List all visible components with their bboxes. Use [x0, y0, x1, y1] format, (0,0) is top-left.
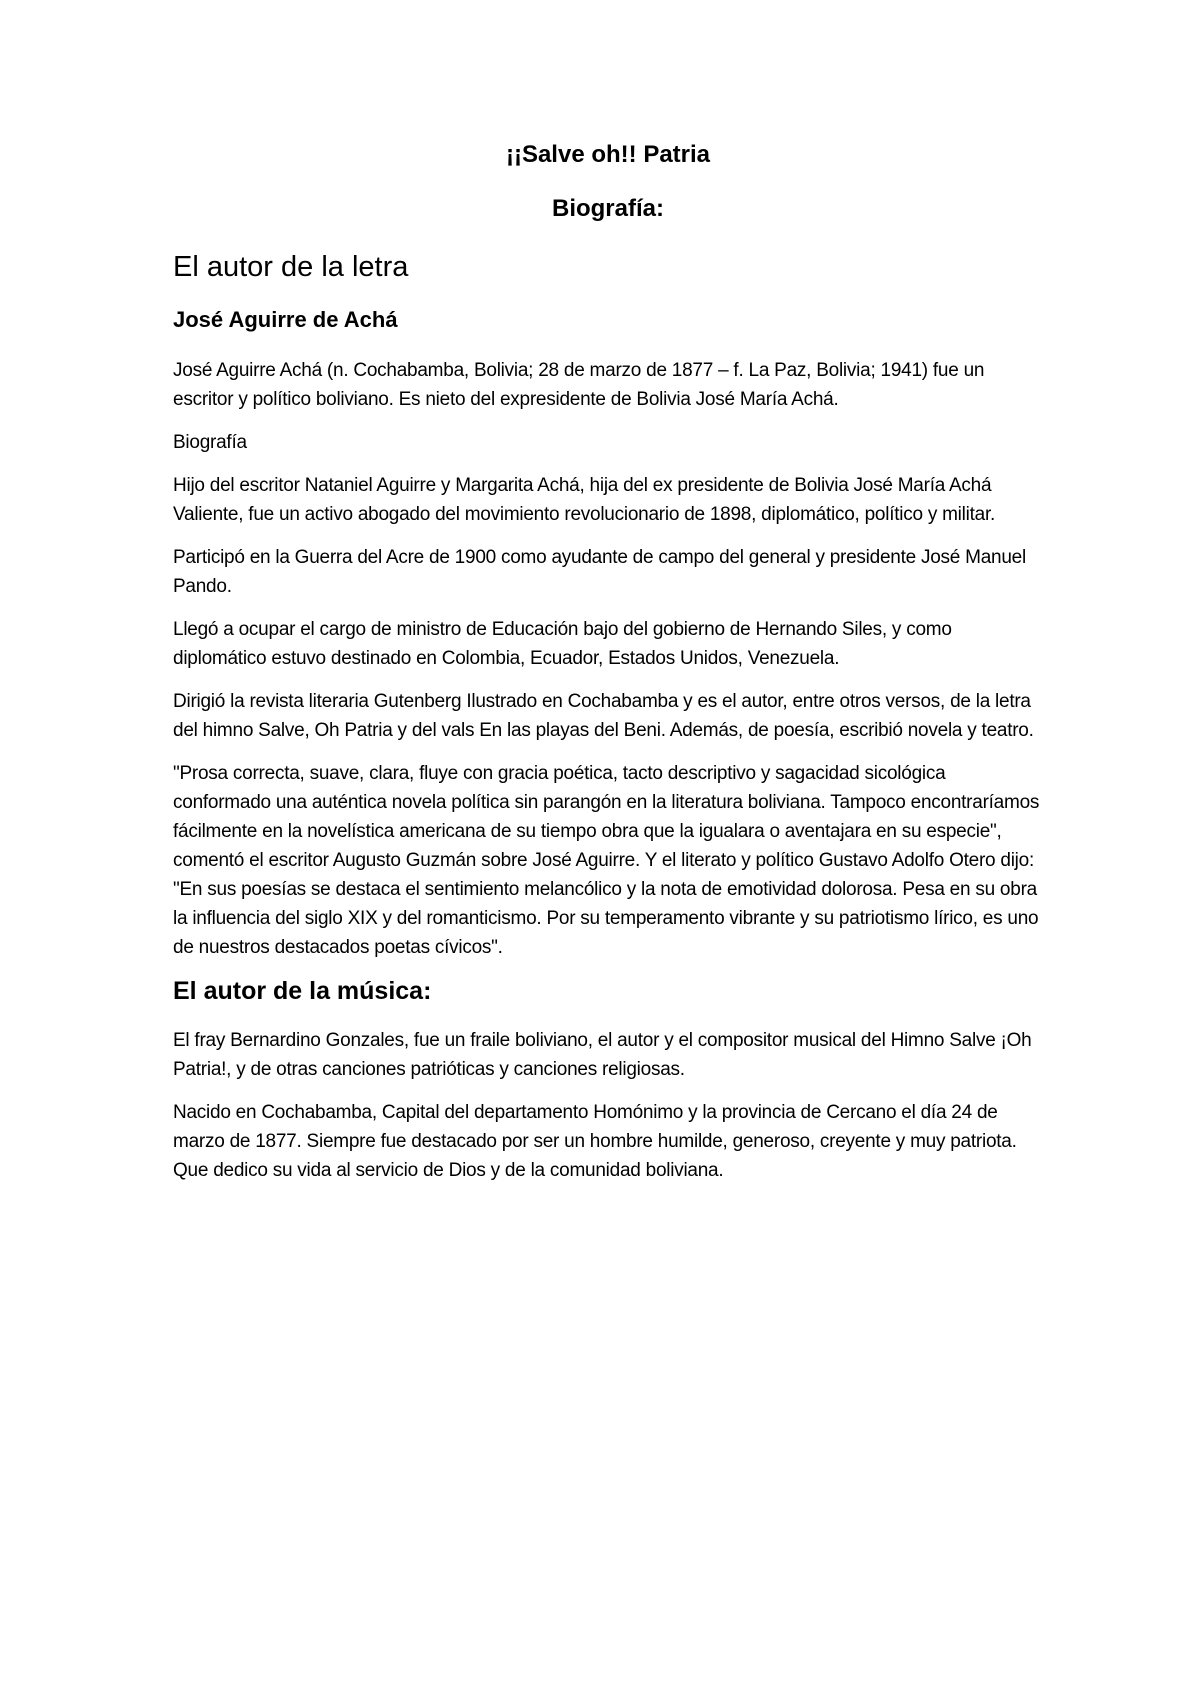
- document-body: [173, 140, 1043, 1199]
- biography-paragraph: Dirigió la revista literaria Gutenberg Ilustrado en Cochabamba y es el autor, entre otros versos, de la letra del himno Salve, Oh Patria y del vals En las playas del Beni. Además, de poesía, escribió novela y teatro.: [173, 691, 1034, 741]
- biography-paragraph: Hijo del escritor Nataniel Aguirre y Margarita Achá, hija del ex presidente de Bolivia José María Achá Valiente, fue un activo abogado del movimiento revolucionario de 1898, diplomático, político y militar.: [173, 475, 995, 525]
- biography-paragraph: "Prosa correcta, suave, clara, fluye con gracia poética, tacto descriptivo y sagacidad sicológica conformado una auténtica novela política sin parangón en la literatura boliviana. Tampoco encontraríamos fácilmente en la novelística americana de su tiempo obra que la igualara o aventajara en su especie", comentó el escritor Augusto Guzmán sobre José Aguirre. Y el literato y político Gustavo Adolfo Otero dijo: "En sus poesías se destaca el sentimiento melancólico y la nota de emotividad dolorosa. Pesa en su obra la influencia del siglo XIX y del romanticismo. Por su temperamento vibrante y su patriotismo lírico, es uno de nuestros destacados poetas cívicos".: [173, 763, 1040, 958]
- biography-label: Biografía: [173, 432, 247, 453]
- lyrics-author-intro: José Aguirre Achá (n. Cochabamba, Bolivia; 28 de marzo de 1877 – f. La Paz, Bolivia; 1941) fue un escritor y político boliviano. Es nieto del expresidente de Bolivia José María Achá.: [173, 360, 985, 410]
- document-title: ¡¡Salve oh!! Patria: [505, 141, 711, 168]
- music-author-heading: El autor de la música:: [173, 977, 432, 1005]
- lyrics-author-heading: El autor de la letra: [173, 251, 409, 283]
- biography-paragraph: Llegó a ocupar el cargo de ministro de Educación bajo del gobierno de Hernando Siles, y como diplomático estuvo destinado en Colombia, Ecuador, Estados Unidos, Venezuela.: [173, 619, 952, 669]
- lyrics-author-name: José Aguirre de Achá: [173, 307, 398, 332]
- music-paragraph: Nacido en Cochabamba, Capital del departamento Homónimo y la provincia de Cercano el día 24 de marzo de 1877. Siempre fue destacado por ser un hombre humilde, generoso, creyente y muy patriota. Que dedico su vida al servicio de Dios y de la comunidad boliviana.: [173, 1102, 1017, 1181]
- document-subtitle: Biografía:: [551, 195, 664, 222]
- biography-paragraph: Participó en la Guerra del Acre de 1900 como ayudante de campo del general y presidente José Manuel Pando.: [173, 547, 1026, 597]
- music-paragraph: El fray Bernardino Gonzales, fue un fraile boliviano, el autor y el compositor musical del Himno Salve ¡Oh Patria!, y de otras canciones patrióticas y canciones religiosas.: [173, 1030, 1032, 1080]
